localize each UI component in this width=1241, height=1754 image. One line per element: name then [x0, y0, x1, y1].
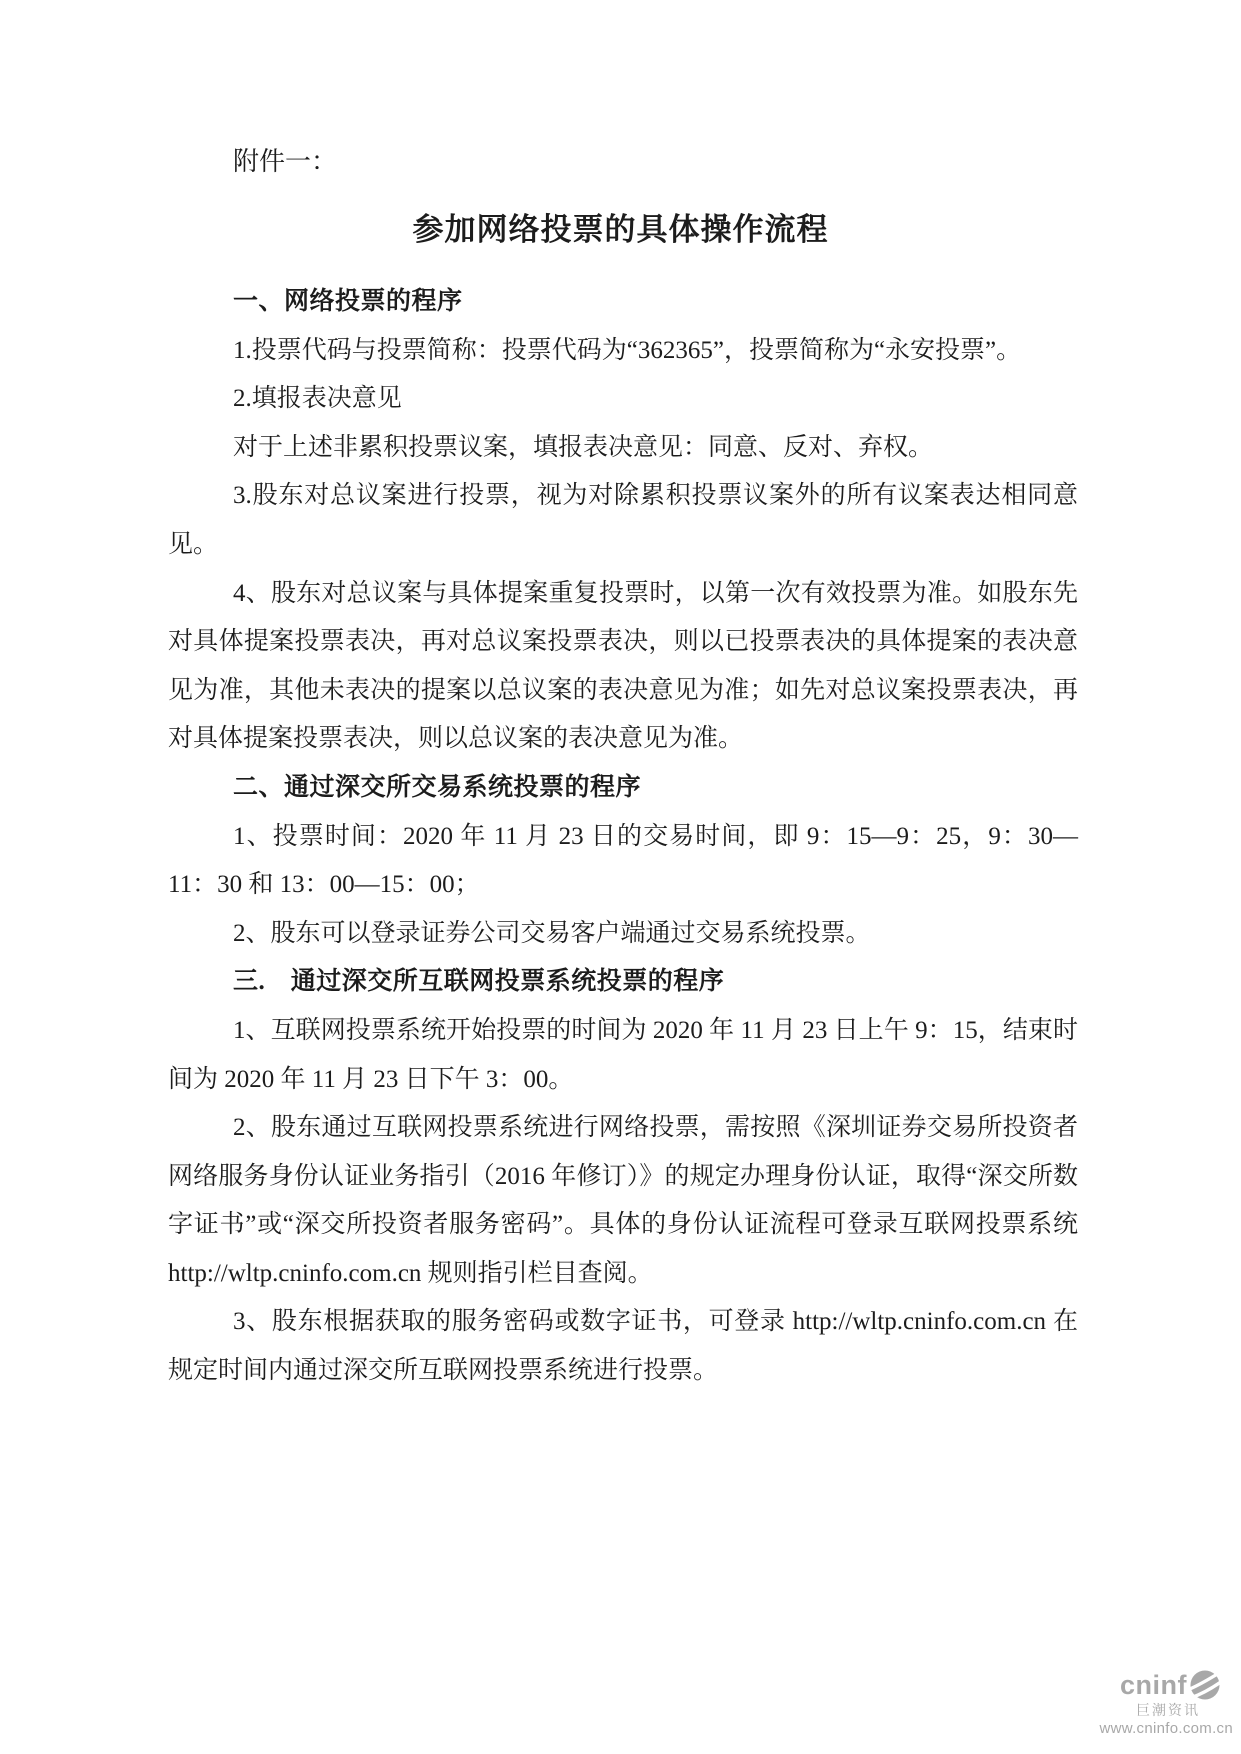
body-paragraph: 2、股东通过互联网投票系统进行网络投票，需按照《深圳证券交易所投资者网络服务身份认证业务指引（2016 年修订）》的规定办理身份认证，取得“深交所数字证书”或“深交所投资者服务密码”。具体的身份认证流程可登录互联网投票系统 http://wltp.cninfo.com.cn 规则指引栏目查阅。: [168, 1114, 1078, 1287]
section-heading: 三. 通过深交所互联网投票系统投票的程序: [233, 968, 725, 996]
globe-icon: [1190, 1670, 1220, 1700]
section-heading: 二、通过深交所交易系统投票的程序: [233, 773, 642, 801]
body-paragraph: 3.股东对总议案进行投票，视为对除累积投票议案外的所有议案表达相同意见。: [168, 482, 1078, 558]
page-title: 参加网络投票的具体操作流程: [412, 212, 829, 247]
body-paragraph: 对于上述非累积投票议案，填报表决意见：同意、反对、弃权。: [233, 433, 934, 461]
body-paragraph: 1、互联网投票系统开始投票的时间为 2020 年 11 月 23 日上午 9：15，结束时间为 2020 年 11 月 23 日下午 3：00。: [168, 1016, 1078, 1093]
cninfo-logo: [1100, 1670, 1233, 1736]
cninfo-website-text: www.cninfo.com.cn: [1099, 1720, 1233, 1737]
body-paragraph: 1.投票代码与投票简称：投票代码为“362365”，投票简称为“永安投票”。: [233, 336, 1022, 364]
body-paragraph: 3、股东根据获取的服务密码或数字证书，可登录 http://wltp.cninfo.com.cn 在规定时间内通过深交所互联网投票系统进行投票。: [168, 1308, 1078, 1385]
body-paragraph: 1、投票时间：2020 年 11 月 23 日的交易时间，即 9：15—9：25，9：30—11：30 和 13：00—15：00；: [168, 822, 1078, 899]
section-heading: 一、网络投票的程序: [233, 288, 463, 315]
body-paragraph: 4、股东对总议案与具体提案重复投票时，以第一次有效投票为准。如股东先对具体提案投票表决，再对总议案投票表决，则以已投票表决的具体提案的表决意见为准，其他未表决的提案以总议案的表决意见为准；如先对总议案投票表决，再对具体提案投票表决，则以总议案的表决意见为准。: [168, 579, 1078, 753]
body-paragraph: 2、股东可以登录证券公司交易客户端通过交易系统投票。: [233, 919, 871, 947]
cninfo-chinese-name: 巨潮资讯: [1136, 1702, 1200, 1718]
attachment-label: 附件一：: [233, 147, 338, 176]
document-body: [168, 278, 1078, 1396]
body-paragraph: 2.填报表决意见: [233, 385, 402, 413]
cninfo-logo-row: [1100, 1670, 1220, 1700]
cninfo-brand-text: cninf: [1120, 1669, 1187, 1700]
